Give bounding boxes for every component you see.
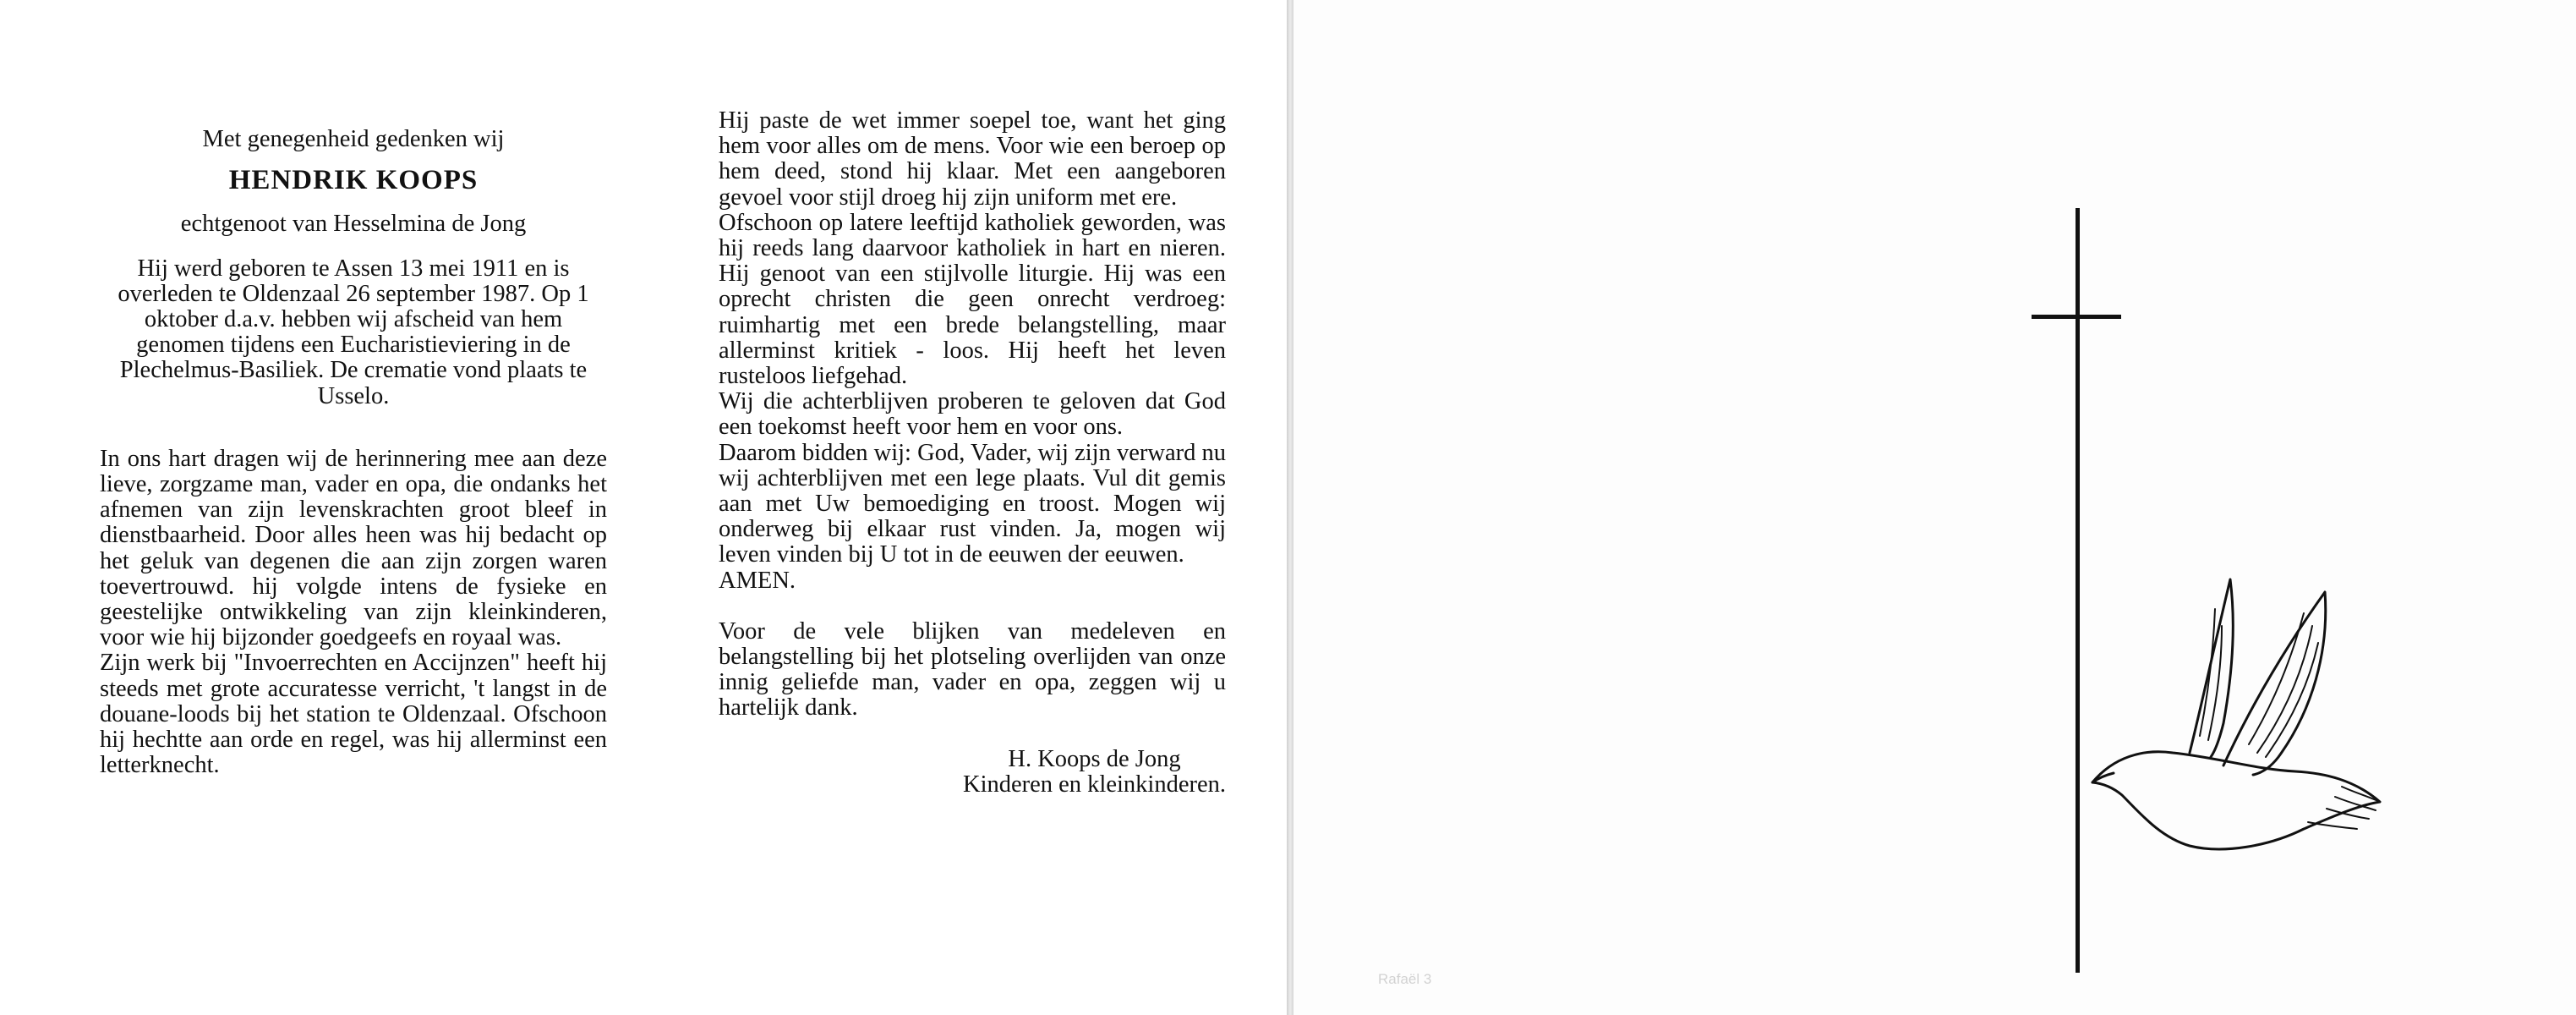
deceased-name: HENDRIK KOOPS [228,165,479,196]
amen-line: AMEN. [719,567,796,594]
left-column [100,127,607,778]
memorial-paragraph-1: In ons hart dragen wij de herinnering mee aan deze lieve, zorgzame man, vader en opa, die ondanks het afnemen van zijn levenskrachten groot bleef in dienstbaarheid. Door alles heen was hij bedacht op het geluk van degenen die aan zijn zorgen waren toevertrouwd. hij volgde intens de fysieke en geestelijke ontwikkeling van zijn kleinkinderen, voor wie hij bijzonder goedgeefs en royaal was. [100,445,607,651]
signature-family: Kinderen en kleinkinderen. [962,771,1226,798]
card-cover-page [1293,0,2576,1015]
memorial-paragraph-4: Ofschoon op latere leeftijd katholiek geworden, was hij reeds lang daarvoor katholiek in hart en nieren. Hij genoot van een stijlvolle liturgie. Hij was een oprecht christen die geen onrecht verdroeg: ruimhartig met een brede belangstelling, maar allerminst kritiek - loos. Hij heeft het leven rusteloos liefgehad. [719,209,1226,390]
thanks-text: Voor de vele blijken van medeleven en belangstelling bij het plotseling overlijden van onze innig geliefde man, vader en opa, zeggen wij u hartelijk dank. [719,617,1226,721]
prayer-text: Daarom bidden wij: God, Vader, wij zijn verward nu wij achterblijven met een lege plaats. Vul dit gemis aan met Uw bemoediging en troost. Mogen wij onderweg bij elkaar rust vinden. Ja, mogen wij leven vinden bij U tot in de eeuwen der eeuwen. [719,439,1226,568]
intro-line: Met genegenheid gedenken wij [202,126,505,152]
signature-name: H. Koops de Jong [1008,745,1181,772]
card-inner-page [0,0,1287,1015]
printer-mark: Rafaël 3 [1378,971,1432,987]
right-column [719,108,1226,798]
biography: Hij werd geboren te Assen 13 mei 1911 en is overleden te Oldenzaal 26 september 1987. Op 1 oktober d.a.v. hebben wij afscheid van hem genomen tijdens een Eucharistieviering in de Plechelmus-Basiliek. De crematie vond plaats te Usselo. [118,255,589,409]
memorial-paragraph-2: Zijn werk bij "Invoerrechten en Accijnzen" heeft hij steeds met grote accuratesse verricht, 't langst in de douane-loods bij het station te Oldenzaal. Ofschoon hij hechtte aan orde en regel, was hij allerminst een letterknecht. [100,650,607,779]
dove-icon [2088,575,2393,863]
card-fold [1287,0,1293,1015]
memorial-paragraph-5: Wij die achterblijven proberen te geloven dat God een toekomst heeft voor hem en voor ons. [719,388,1226,441]
spouse-line: echtgenoot van Hesselmina de Jong [180,211,527,238]
memorial-paragraph-3: Hij paste de wet immer soepel toe, want het ging hem voor alles om de mens. Voor wie een beroep op hem deed, stond hij klaar. Met een aangeboren gevoel voor stijl droeg hij zijn uniform met ere. [719,107,1226,211]
signature-block [719,747,1226,798]
